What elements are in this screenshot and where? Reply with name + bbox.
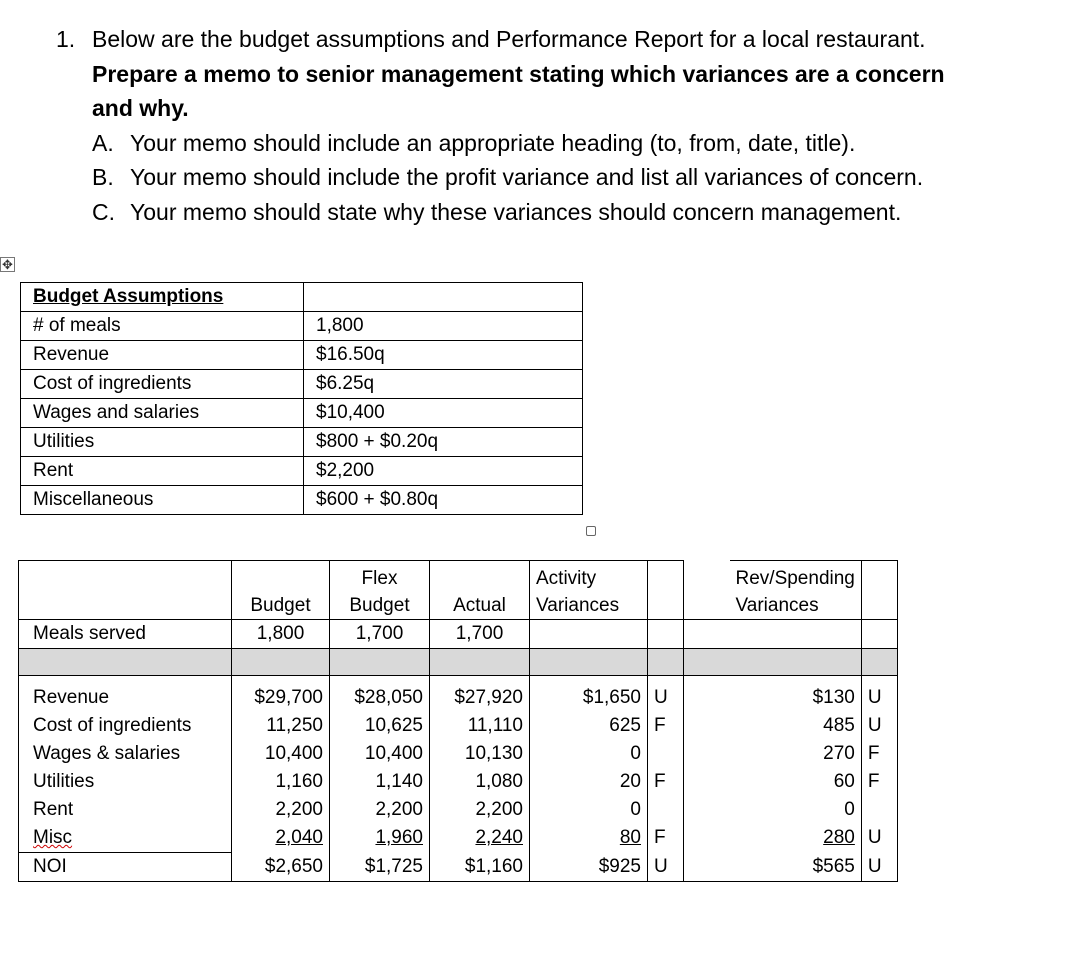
row-flex (330, 824, 430, 853)
table-row (19, 796, 898, 824)
row-label: NOI (19, 853, 232, 882)
assumption-value: $10,400 (304, 399, 583, 428)
table-cell (730, 620, 862, 649)
row-activity-variance: 0 (530, 740, 648, 768)
table-cell (684, 712, 730, 740)
row-activity-variance: 0 (530, 796, 648, 824)
row-activity-fu: F (648, 768, 684, 796)
gap-row (19, 676, 898, 685)
row-activity-fu: F (648, 824, 684, 853)
assumption-label: Utilities (21, 428, 304, 457)
row-activity-fu: U (648, 853, 684, 882)
row-rev-fu: F (861, 768, 897, 796)
underlined-value: 280 (823, 827, 855, 849)
table-cell (530, 649, 648, 676)
table-cell (648, 649, 684, 676)
question-item-a (56, 126, 1066, 161)
table-cell (19, 676, 232, 685)
row-label: Cost of ingredients (19, 712, 232, 740)
table-cell (19, 649, 232, 676)
row-budget: 2,200 (232, 796, 330, 824)
assumption-value: $16.50q (304, 341, 583, 370)
table-row (21, 370, 583, 399)
row-actual (430, 824, 530, 853)
row-activity-variance: 20 (530, 768, 648, 796)
table-row (19, 740, 898, 768)
table-cell (730, 649, 862, 676)
shaded-row (19, 649, 898, 676)
row-rev-fu: U (861, 684, 897, 712)
meals-row (19, 620, 898, 649)
table-row (21, 312, 583, 341)
table-row (21, 428, 583, 457)
row-label: Revenue (19, 684, 232, 712)
table-cell (684, 620, 730, 649)
row-activity-fu (648, 740, 684, 768)
row-flex: 1,140 (330, 768, 430, 796)
table-cell (19, 561, 232, 620)
item-text: Your memo should include the profit variance and list all variances of concern. (130, 164, 924, 190)
table-cell (684, 768, 730, 796)
row-label (19, 824, 232, 853)
table-row (21, 341, 583, 370)
row-actual: 2,200 (430, 796, 530, 824)
assumption-value: $2,200 (304, 457, 583, 486)
table-cell (684, 824, 730, 853)
table-row (21, 486, 583, 515)
header-rev-spending-variances (730, 561, 862, 620)
question-bold-line-1: Prepare a memo to senior management stating which variances are a concern (92, 60, 945, 87)
underlined-value: 80 (619, 827, 641, 849)
table-cell (730, 676, 862, 685)
table-cell (232, 649, 330, 676)
question-intro (56, 22, 1066, 57)
table-cell (861, 649, 897, 676)
assumption-value: 1,800 (304, 312, 583, 341)
underlined-value: 1,960 (375, 827, 423, 849)
row-flex: 10,400 (330, 740, 430, 768)
misc-label-text: Misc (33, 827, 73, 848)
row-flex: $28,050 (330, 684, 430, 712)
meals-budget: 1,800 (232, 620, 330, 649)
meals-flex: 1,700 (330, 620, 430, 649)
assumption-label: Rent (21, 457, 304, 486)
item-text: Your memo should state why these variances should concern management. (130, 198, 902, 225)
question-bold-line-2: and why. (92, 95, 189, 121)
header-actual: Actual (430, 561, 530, 620)
table-row (21, 399, 583, 428)
row-rev-variance: 0 (730, 796, 862, 824)
row-actual: 10,130 (430, 740, 530, 768)
item-letter: C. (92, 198, 115, 225)
row-budget: 1,160 (232, 768, 330, 796)
table-cell (684, 649, 730, 676)
row-budget: $2,650 (232, 853, 330, 882)
row-activity-variance: $1,650 (530, 684, 648, 712)
table-row (19, 712, 898, 740)
table-cell (684, 853, 730, 882)
table-row (19, 853, 898, 882)
table-cell (530, 676, 648, 685)
table-row (19, 684, 898, 712)
header-row (19, 561, 898, 620)
assumption-value: $6.25q (304, 370, 583, 399)
table-row (19, 824, 898, 853)
question-number: 1. (56, 26, 76, 52)
row-budget: 11,250 (232, 712, 330, 740)
row-activity-variance (530, 824, 648, 853)
header-activity-variances (530, 561, 648, 620)
row-rev-variance: $565 (730, 853, 862, 882)
table-cell (232, 676, 330, 685)
meals-label: Meals served (19, 620, 232, 649)
row-budget: 10,400 (232, 740, 330, 768)
table-cell (684, 740, 730, 768)
performance-report-table (18, 560, 898, 882)
assumption-label: Cost of ingredients (21, 370, 304, 399)
meals-actual: 1,700 (430, 620, 530, 649)
row-actual: 1,080 (430, 768, 530, 796)
row-rev-fu (861, 796, 897, 824)
header-rev-bottom: Variances (735, 595, 819, 616)
assumptions-title-text: Budget Assumptions (33, 286, 224, 307)
header-rev-top: Rev/Spending (735, 568, 855, 589)
row-label: Utilities (19, 768, 232, 796)
assumption-label: Miscellaneous (21, 486, 304, 515)
row-label: Wages & salaries (19, 740, 232, 768)
header-activity-bottom: Variances (536, 595, 620, 616)
underlined-value: 2,040 (275, 827, 323, 849)
row-rev-variance: 60 (730, 768, 862, 796)
header-activity-top: Activity (536, 568, 597, 589)
assumption-label: # of meals (21, 312, 304, 341)
row-flex: 10,625 (330, 712, 430, 740)
question-block (56, 22, 1066, 229)
row-activity-fu: F (648, 712, 684, 740)
row-budget: $29,700 (232, 684, 330, 712)
item-letter: B. (92, 164, 114, 190)
table-cell (861, 561, 897, 620)
header-budget: Budget (232, 561, 330, 620)
table-cell (648, 676, 684, 685)
table-cell (430, 649, 530, 676)
table-cell (430, 676, 530, 685)
table-cell (861, 676, 897, 685)
row-activity-fu (648, 796, 684, 824)
row-actual: 11,110 (430, 712, 530, 740)
row-budget (232, 824, 330, 853)
underlined-value: 2,240 (475, 827, 523, 849)
table-move-handle-icon[interactable]: ✥ (0, 257, 15, 272)
row-flex: 2,200 (330, 796, 430, 824)
assumptions-title (21, 283, 304, 312)
question-item-b (56, 160, 1066, 195)
row-actual: $1,160 (430, 853, 530, 882)
row-activity-fu: U (648, 684, 684, 712)
row-rev-variance (730, 824, 862, 853)
row-rev-fu: U (861, 824, 897, 853)
table-cell (330, 649, 430, 676)
row-actual: $27,920 (430, 684, 530, 712)
row-flex: $1,725 (330, 853, 430, 882)
table-row (21, 457, 583, 486)
assumption-label: Revenue (21, 341, 304, 370)
table-row (21, 283, 583, 312)
row-rev-variance: 270 (730, 740, 862, 768)
row-rev-fu: U (861, 853, 897, 882)
question-intro-text: Below are the budget assumptions and Performance Report for a local restaurant. (92, 26, 926, 52)
table-row (19, 768, 898, 796)
table-cell (861, 620, 897, 649)
header-flex-budget (330, 561, 430, 620)
table-cell (304, 283, 583, 312)
question-item-c (56, 195, 1066, 230)
item-letter: A. (92, 129, 114, 156)
header-flex-top: Flex (361, 568, 398, 589)
assumption-label: Wages and salaries (21, 399, 304, 428)
table-cell (330, 676, 430, 685)
table-cell (684, 676, 730, 685)
row-rev-fu: F (861, 740, 897, 768)
assumption-value: $600 + $0.80q (304, 486, 583, 515)
row-rev-fu: U (861, 712, 897, 740)
row-rev-variance: 485 (730, 712, 862, 740)
assumption-value: $800 + $0.20q (304, 428, 583, 457)
table-cell (684, 796, 730, 824)
row-rev-variance: $130 (730, 684, 862, 712)
table-cell (530, 620, 648, 649)
table-cell (648, 620, 684, 649)
row-activity-variance: 625 (530, 712, 648, 740)
table-resize-handle-icon[interactable] (586, 526, 596, 536)
item-text: Your memo should include an appropriate heading (to, from, date, title). (130, 129, 856, 156)
header-flex-bottom: Budget (349, 595, 410, 616)
table-cell (684, 561, 730, 620)
row-activity-variance: $925 (530, 853, 648, 882)
row-label: Rent (19, 796, 232, 824)
table-cell (648, 561, 684, 620)
budget-assumptions-table (20, 282, 583, 515)
table-cell (684, 684, 730, 712)
